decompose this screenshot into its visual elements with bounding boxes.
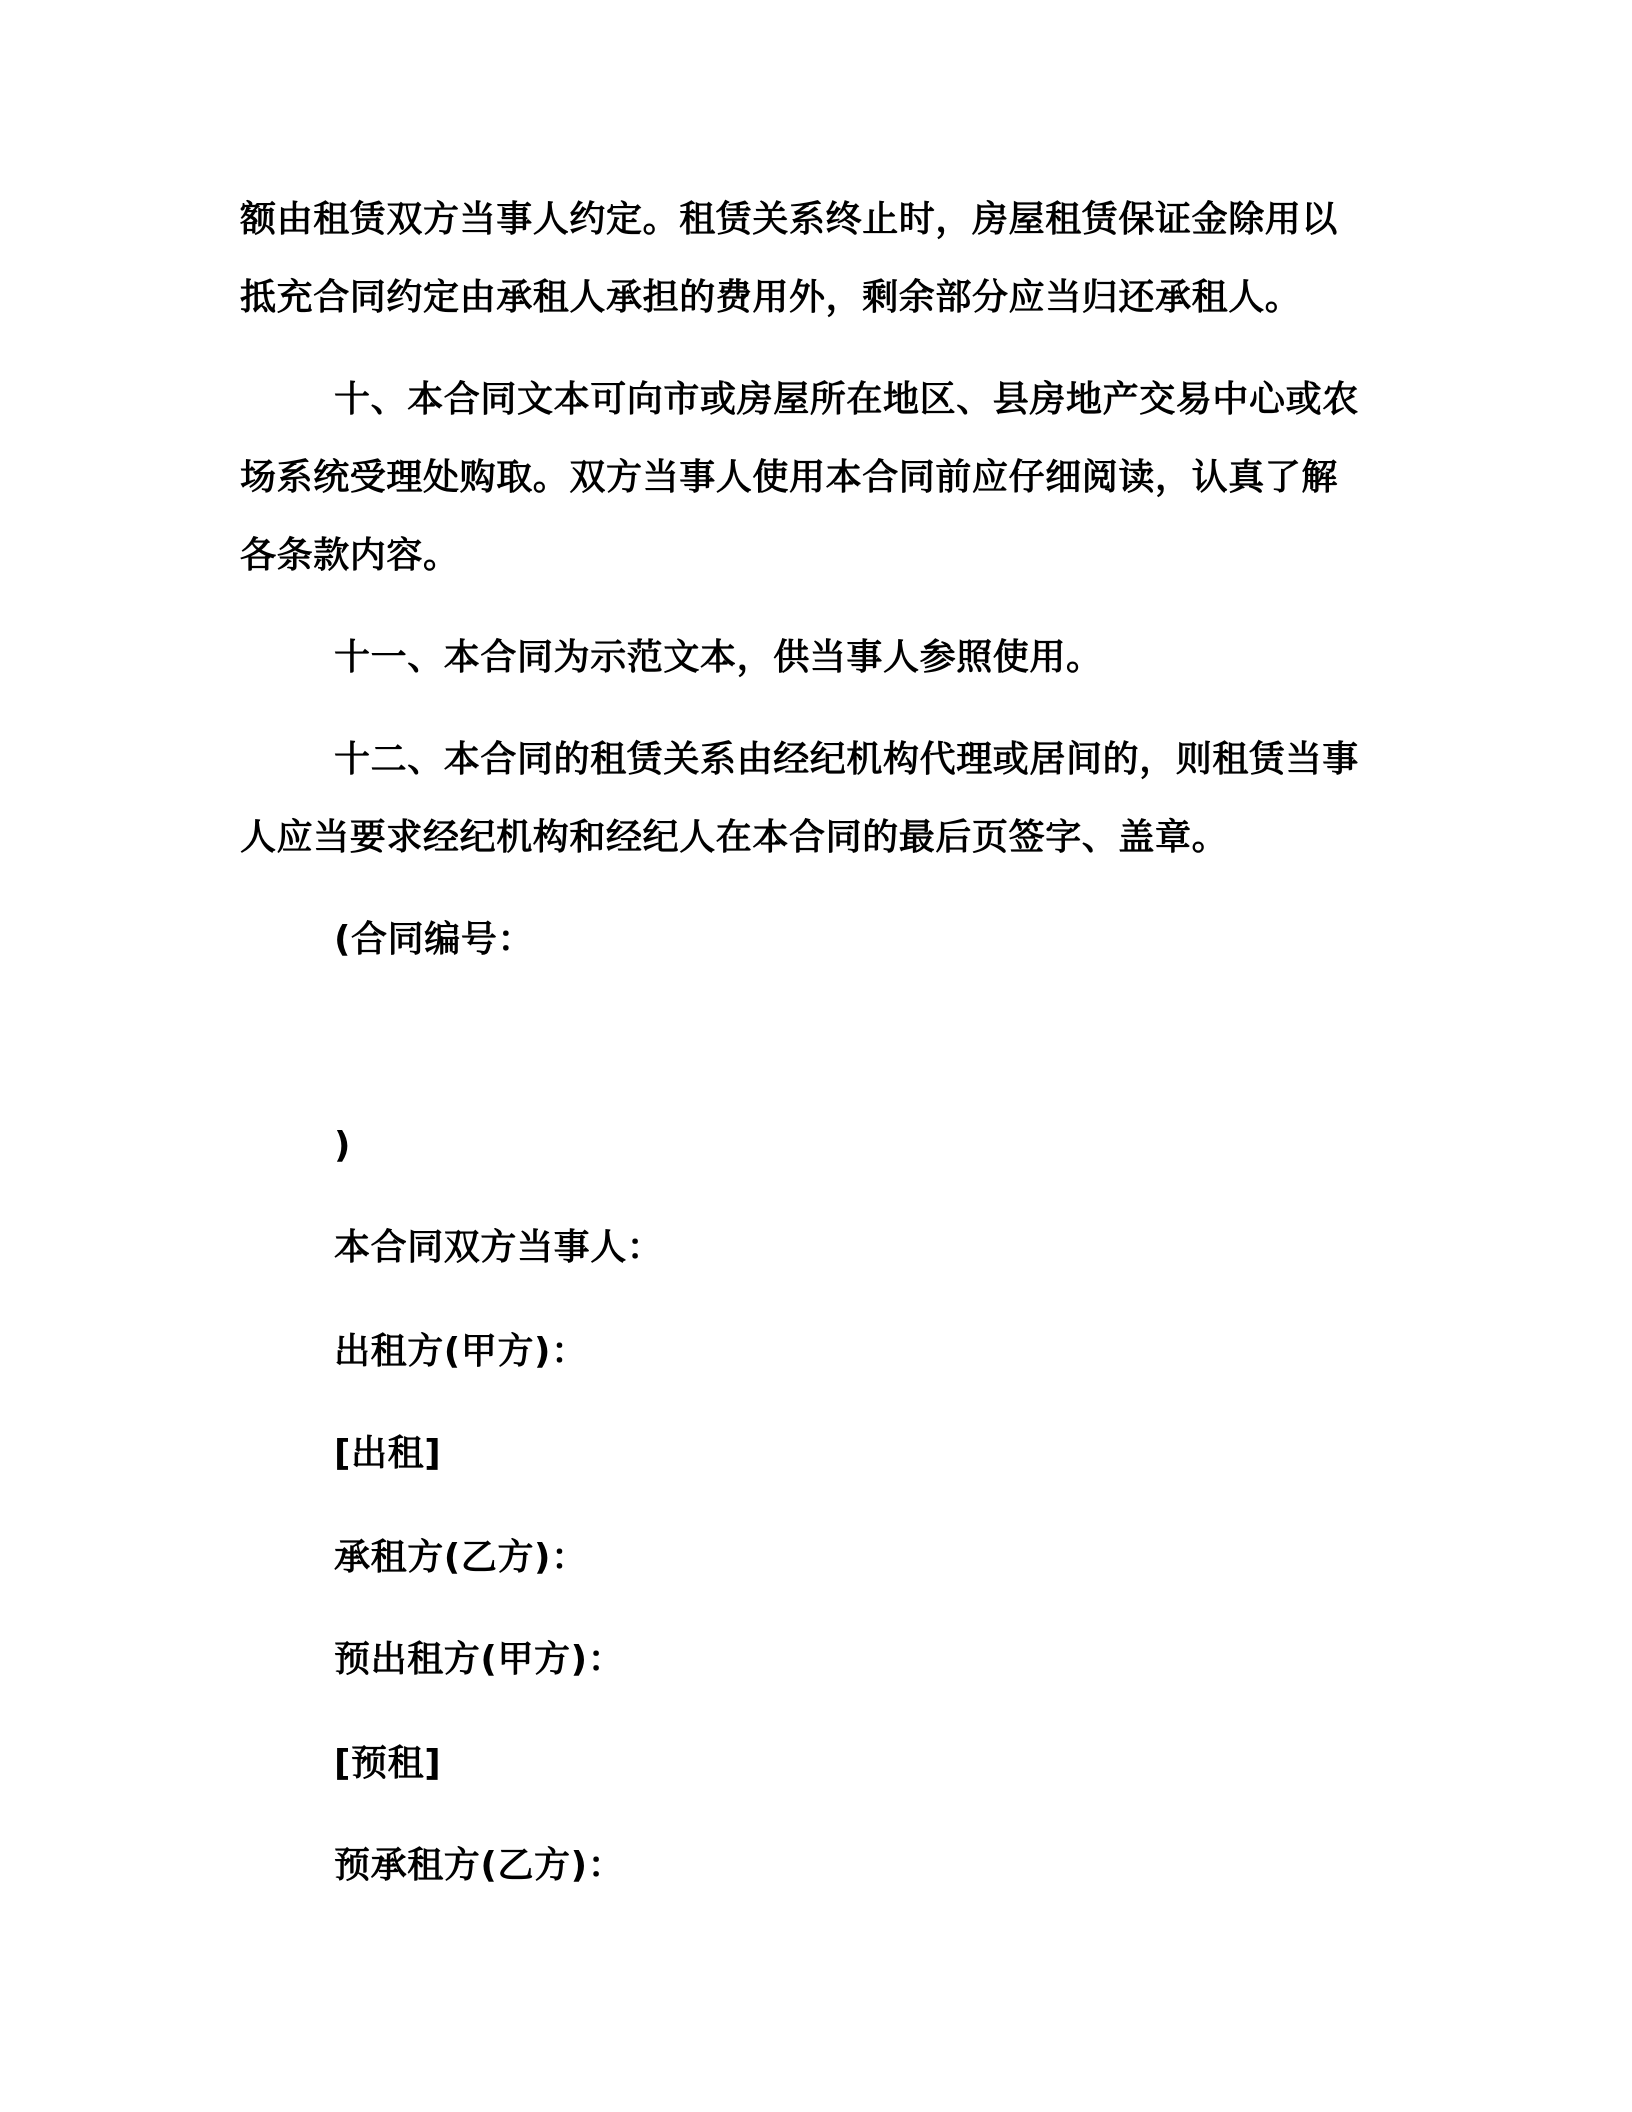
clause-ten-line: 十、本合同文本可向市或房屋所在地区、县房地产交易中心或农 bbox=[334, 379, 1359, 420]
lessor-label: 出租方(甲方)： bbox=[334, 1331, 588, 1372]
pre-rent-tag: [预租] bbox=[334, 1743, 442, 1784]
contract-number-label: (合同编号： bbox=[334, 919, 535, 960]
clause-twelve-line: 人应当要求经纪机构和经纪人在本合同的最后页签字、盖章。 bbox=[240, 817, 1229, 858]
clause-ten-line: 场系统受理处购取。双方当事人使用本合同前应仔细阅读，认真了解 bbox=[240, 457, 1339, 498]
paragraph-line: 抵充合同约定由承租人承担的费用外，剩余部分应当归还承租人。 bbox=[240, 277, 1302, 318]
clause-eleven-line: 十一、本合同为示范文本，供当事人参照使用。 bbox=[334, 637, 1103, 678]
lessor-tag: [出租] bbox=[334, 1433, 442, 1474]
lessee-label: 承租方(乙方)： bbox=[334, 1537, 588, 1578]
pre-lessor-label: 预出租方(甲方)： bbox=[334, 1639, 625, 1680]
parties-heading: 本合同双方当事人： bbox=[334, 1227, 664, 1268]
clause-ten-line: 各条款内容。 bbox=[240, 535, 460, 576]
contract-number-close: ) bbox=[334, 1125, 352, 1166]
clause-twelve-line: 十二、本合同的租赁关系由经纪机构代理或居间的，则租赁当事 bbox=[334, 739, 1359, 780]
pre-lessee-label: 预承租方(乙方)： bbox=[334, 1845, 625, 1886]
paragraph-line: 额由租赁双方当事人约定。租赁关系终止时，房屋租赁保证金除用以 bbox=[240, 199, 1339, 240]
